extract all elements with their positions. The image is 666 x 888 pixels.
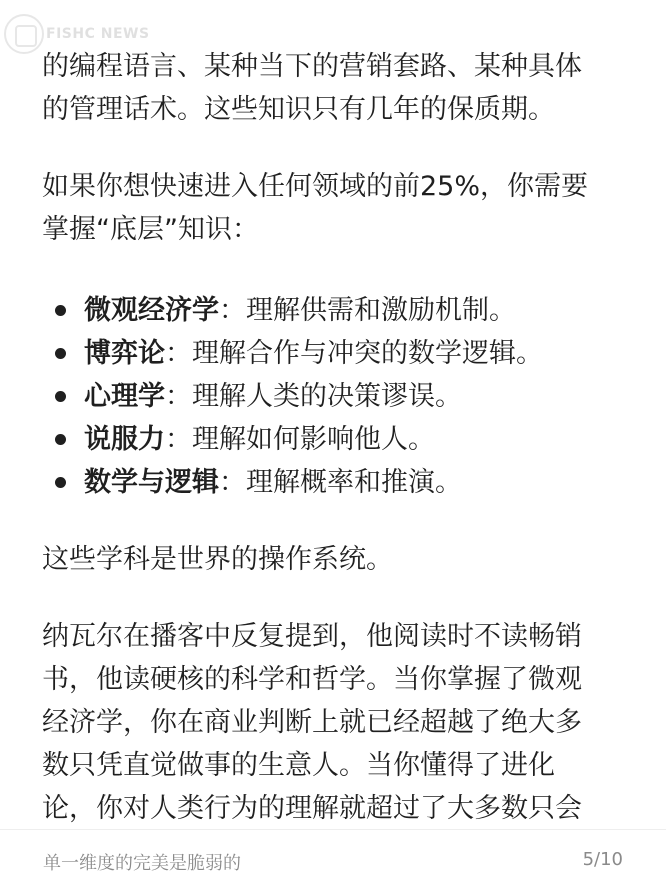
- fishc-logo-icon: [4, 14, 44, 54]
- text-line: 书，他读硬核的科学和哲学。当你掌握了微观: [42, 664, 582, 695]
- bullet-icon: [55, 434, 66, 445]
- skill-term: 心理学: [84, 381, 165, 412]
- skill-desc: ：理解如何影响他人。: [165, 424, 435, 455]
- bullet-icon: [55, 477, 66, 488]
- text-line: 的管理话术。这些知识只有几年的保质期。: [42, 94, 555, 125]
- skill-desc: ：理解供需和激励机制。: [219, 295, 516, 326]
- footer-bar: [0, 829, 666, 888]
- text-line: 论，你对人类行为的理解就超过了大多数只会: [42, 793, 582, 824]
- naval-paragraph: [42, 615, 642, 830]
- skill-desc: ：理解概率和推演。: [219, 467, 462, 498]
- text-line: 纳瓦尔在播客中反复提到，他阅读时不读畅销: [42, 621, 582, 652]
- text-line: 数只凭直觉做事的生意人。当你懂得了进化: [42, 750, 555, 781]
- skills-list: [42, 289, 642, 504]
- list-item: [42, 332, 642, 375]
- skill-desc: ：理解合作与冲突的数学逻辑。: [165, 338, 543, 369]
- list-item: [42, 289, 642, 332]
- bullet-icon: [55, 305, 66, 316]
- skill-term: 博弈论: [84, 338, 165, 369]
- bullet-icon: [55, 391, 66, 402]
- bullet-icon: [55, 348, 66, 359]
- list-item: [42, 461, 642, 504]
- list-item: [42, 375, 642, 418]
- watermark-text: FISHC NEWS: [46, 26, 150, 42]
- intro-paragraph: [42, 45, 642, 131]
- list-item: [42, 418, 642, 461]
- text-line: 如果你想快速进入任何领域的前25%，你需要: [42, 171, 589, 202]
- skill-term: 微观经济学: [84, 295, 219, 326]
- fundamentals-paragraph: [42, 165, 642, 251]
- article-body: [42, 45, 642, 830]
- skill-term: 数学与逻辑: [84, 467, 219, 498]
- text-line: 的编程语言、某种当下的营销套路、某种具体: [42, 51, 582, 82]
- text-line: 掌握“底层”知识：: [42, 214, 259, 245]
- text-line: 经济学，你在商业判断上就已经超越了绝大多: [42, 707, 582, 738]
- skill-desc: ：理解人类的决策谬误。: [165, 381, 462, 412]
- footer-title: 单一维度的完美是脆弱的: [43, 853, 241, 874]
- page-indicator: 5/10: [582, 849, 623, 870]
- skill-term: 说服力: [84, 424, 165, 455]
- os-paragraph: 这些学科是世界的操作系统。: [42, 544, 393, 575]
